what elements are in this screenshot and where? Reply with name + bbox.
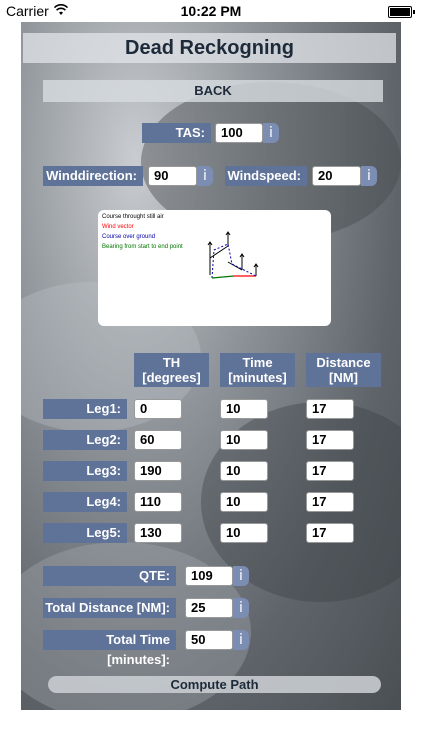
leg-label: Leg2: xyxy=(43,430,127,450)
leg-th-field[interactable]: 0 xyxy=(134,399,182,419)
leg-time-field[interactable]: 10 xyxy=(220,399,268,419)
total-time-field[interactable]: 50 xyxy=(185,630,233,650)
total-distance-info-icon[interactable]: i xyxy=(233,598,249,618)
back-button[interactable]: BACK xyxy=(43,80,383,102)
column-header-time xyxy=(220,353,295,387)
leg-th-field[interactable]: 60 xyxy=(134,430,182,450)
leg-time-field[interactable]: 10 xyxy=(220,461,268,481)
page-title: Dead Reckogning xyxy=(23,33,396,63)
total-distance-label: Total Distance [NM]: xyxy=(43,598,176,618)
path-diagram xyxy=(98,210,331,326)
carrier-label: Carrier xyxy=(6,3,49,19)
total-distance-field[interactable]: 25 xyxy=(185,598,233,618)
leg-distance-field[interactable]: 17 xyxy=(306,461,354,481)
legend-course-over-ground: Course over ground xyxy=(102,234,156,240)
th-header: TH [degrees] xyxy=(142,355,201,385)
tas-info-icon[interactable]: i xyxy=(263,123,279,143)
column-header-th xyxy=(134,353,209,387)
leg-distance-field[interactable]: 17 xyxy=(306,523,354,543)
leg-label: Leg3: xyxy=(43,461,127,481)
windspeed-info-icon[interactable]: i xyxy=(361,166,377,186)
leg-distance-field[interactable]: 17 xyxy=(306,492,354,512)
battery-icon xyxy=(388,6,412,18)
still-air-course xyxy=(208,232,258,276)
leg-label: Leg5: xyxy=(43,523,127,543)
windspeed-label: Windspeed: xyxy=(225,166,307,186)
legend-still-air: Course throught still air xyxy=(102,214,164,220)
winddirection-info-icon[interactable]: i xyxy=(197,166,213,186)
clock: 10:22 PM xyxy=(180,3,242,19)
path-plot xyxy=(198,220,278,290)
course-over-ground-path xyxy=(212,244,256,278)
total-time-info-icon[interactable]: i xyxy=(233,630,249,650)
leg-label: Leg1: xyxy=(43,399,127,419)
leg-distance-field[interactable]: 17 xyxy=(306,430,354,450)
tas-label: TAS: xyxy=(142,123,211,143)
leg-distance-field[interactable]: 17 xyxy=(306,399,354,419)
leg-th-field[interactable]: 110 xyxy=(134,492,182,512)
column-header-distance xyxy=(306,353,381,387)
leg-time-field[interactable]: 10 xyxy=(220,523,268,543)
leg-th-field[interactable]: 130 xyxy=(134,523,182,543)
compute-path-button[interactable]: Compute Path xyxy=(48,676,381,693)
leg-time-field[interactable]: 10 xyxy=(220,430,268,450)
leg-th-field[interactable]: 190 xyxy=(134,461,182,481)
windspeed-field[interactable]: 20 xyxy=(312,166,361,186)
winddirection-label: Winddirection: xyxy=(43,166,143,186)
qte-info-icon[interactable]: i xyxy=(233,566,249,586)
qte-field[interactable]: 109 xyxy=(185,566,233,586)
legend-wind-vector: Wind vector xyxy=(102,224,134,230)
app-screen xyxy=(21,22,401,710)
leg-label: Leg4: xyxy=(43,492,127,512)
bearing-line xyxy=(212,276,234,278)
time-header: Time [minutes] xyxy=(228,355,287,385)
winddirection-field[interactable]: 90 xyxy=(148,166,197,186)
distance-header: Distance [NM] xyxy=(316,355,371,385)
status-bar xyxy=(0,0,422,22)
tas-field[interactable]: 100 xyxy=(215,123,263,143)
qte-label: QTE: xyxy=(43,566,176,586)
leg-time-field[interactable]: 10 xyxy=(220,492,268,512)
legend-bearing: Bearing from start to end point xyxy=(102,244,183,250)
total-time-label: Total Time [minutes]: xyxy=(43,630,176,650)
